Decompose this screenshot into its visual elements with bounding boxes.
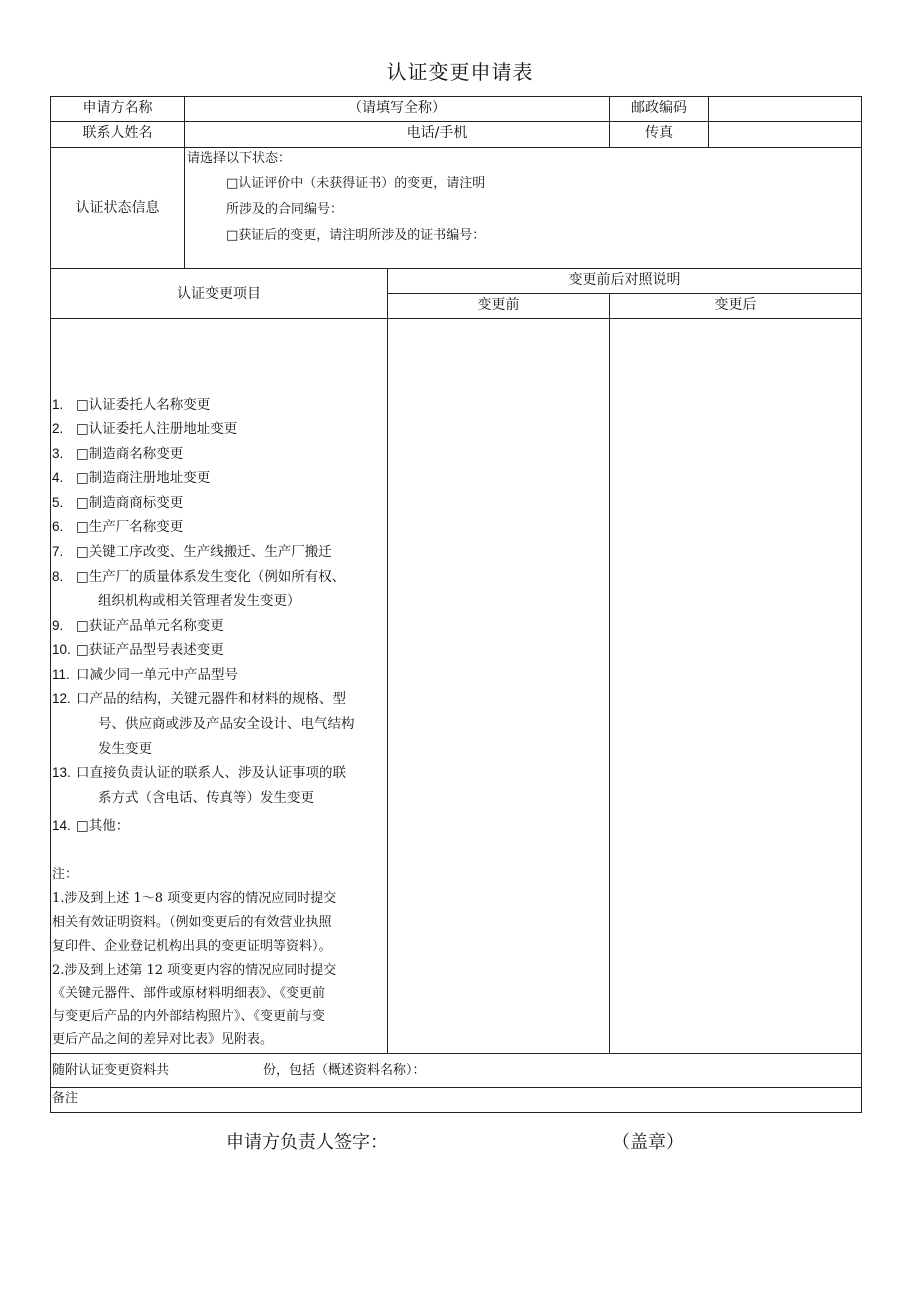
- change-item-continuation: 系方式（含电话、传真等）发生变更: [98, 790, 314, 806]
- comparison-header: 变更前后对照说明: [568, 272, 681, 288]
- after-header: 变更后: [714, 297, 757, 313]
- change-item-continuation: 发生变更: [98, 741, 152, 757]
- contact-name-field[interactable]: [185, 124, 385, 144]
- change-item[interactable]: 2. □认证委托人注册地址变更: [52, 421, 238, 437]
- change-item[interactable]: 12. 口产品的结构，关键元器件和材料的规格、型: [52, 691, 346, 707]
- change-item[interactable]: 1. □认证委托人名称变更: [52, 397, 211, 413]
- status-info-label: 认证状态信息: [75, 200, 160, 216]
- change-item-continuation: 号、供应商或涉及产品安全设计、电气结构: [98, 716, 355, 732]
- fax-field[interactable]: [709, 124, 861, 144]
- note-line: 更后产品之间的差异对比表》见附表。: [52, 1032, 274, 1047]
- note-line: 复印件、企业登记机构出具的变更证明等资料）。: [52, 939, 332, 954]
- before-header: 变更前: [477, 297, 520, 313]
- applicant-name-label: 申请方名称: [82, 100, 153, 116]
- change-item[interactable]: 10. □获证产品型号表述变更: [52, 642, 224, 658]
- attachments-prefix: 随附认证变更资料共: [52, 1063, 170, 1078]
- status-option-evaluation-contract: 所涉及的合同编号：: [226, 202, 344, 217]
- postal-code-label: 邮政编码: [631, 100, 687, 116]
- status-option-evaluation[interactable]: □认证评价中（未获得证书）的变更，请注明: [226, 176, 486, 191]
- note-line: 1.涉及到上述 1～8 项变更内容的情况应同时提交: [52, 891, 337, 906]
- attachments-suffix: 份，包括（概述资料名称）：: [263, 1063, 426, 1078]
- before-change-field[interactable]: [388, 319, 609, 1053]
- change-item[interactable]: 14. □其他：: [52, 818, 130, 834]
- note-line: 与变更后产品的内外部结构照片》、《变更前与变: [52, 1009, 326, 1024]
- change-item[interactable]: 8. □生产厂的质量体系发生变化（例如所有权、: [52, 569, 346, 585]
- seal-label: （盖章）: [612, 1132, 684, 1153]
- note-line: 相关有效证明资料。（例如变更后的有效营业执照: [52, 915, 332, 930]
- after-change-field[interactable]: [610, 319, 861, 1053]
- applicant-name-field[interactable]: （请填写全称）: [348, 100, 446, 116]
- status-prompt: 请选择以下状态：: [187, 151, 292, 166]
- change-item[interactable]: 5. □制造商商标变更: [52, 495, 184, 511]
- notes-heading: 注：: [52, 867, 79, 882]
- note-line: 2.涉及到上述第 12 项变更内容的情况应同时提交: [52, 963, 337, 978]
- note-line: 《关键元器件、部件或原材料明细表》、《变更前: [52, 986, 326, 1001]
- signature-label: 申请方负责人签字：: [226, 1132, 388, 1153]
- status-option-certified[interactable]: □获证后的变更，请注明所涉及的证书编号：: [226, 228, 486, 243]
- change-item[interactable]: 6. □生产厂名称变更: [52, 519, 184, 535]
- change-item[interactable]: 4. □制造商注册地址变更: [52, 470, 211, 486]
- change-item[interactable]: 13. 口直接负责认证的联系人、涉及认证事项的联: [52, 765, 346, 781]
- change-item[interactable]: 11. 口减少同一单元中产品型号: [52, 667, 238, 683]
- remarks-field[interactable]: [90, 1090, 858, 1108]
- fax-label: 传真: [645, 125, 673, 141]
- signature-field[interactable]: [398, 1128, 598, 1152]
- phone-label: 电话/手机: [406, 125, 468, 141]
- change-item-continuation: 组织机构或相关管理者发生变更）: [98, 593, 301, 609]
- phone-field[interactable]: [490, 124, 608, 144]
- attachments-description-field[interactable]: [470, 1062, 858, 1080]
- form-title: 认证变更申请表: [386, 60, 534, 84]
- remarks-label: 备注: [52, 1091, 79, 1106]
- contact-name-label: 联系人姓名: [82, 125, 153, 141]
- postal-code-field[interactable]: [709, 99, 861, 119]
- change-items-header: 认证变更项目: [177, 286, 261, 302]
- attachments-count-field[interactable]: [196, 1062, 258, 1080]
- change-item[interactable]: 7. □关键工序改变、生产线搬迁、生产厂搬迁: [52, 544, 332, 560]
- change-item[interactable]: 9. □获证产品单元名称变更: [52, 618, 224, 634]
- change-item[interactable]: 3. □制造商名称变更: [52, 446, 184, 462]
